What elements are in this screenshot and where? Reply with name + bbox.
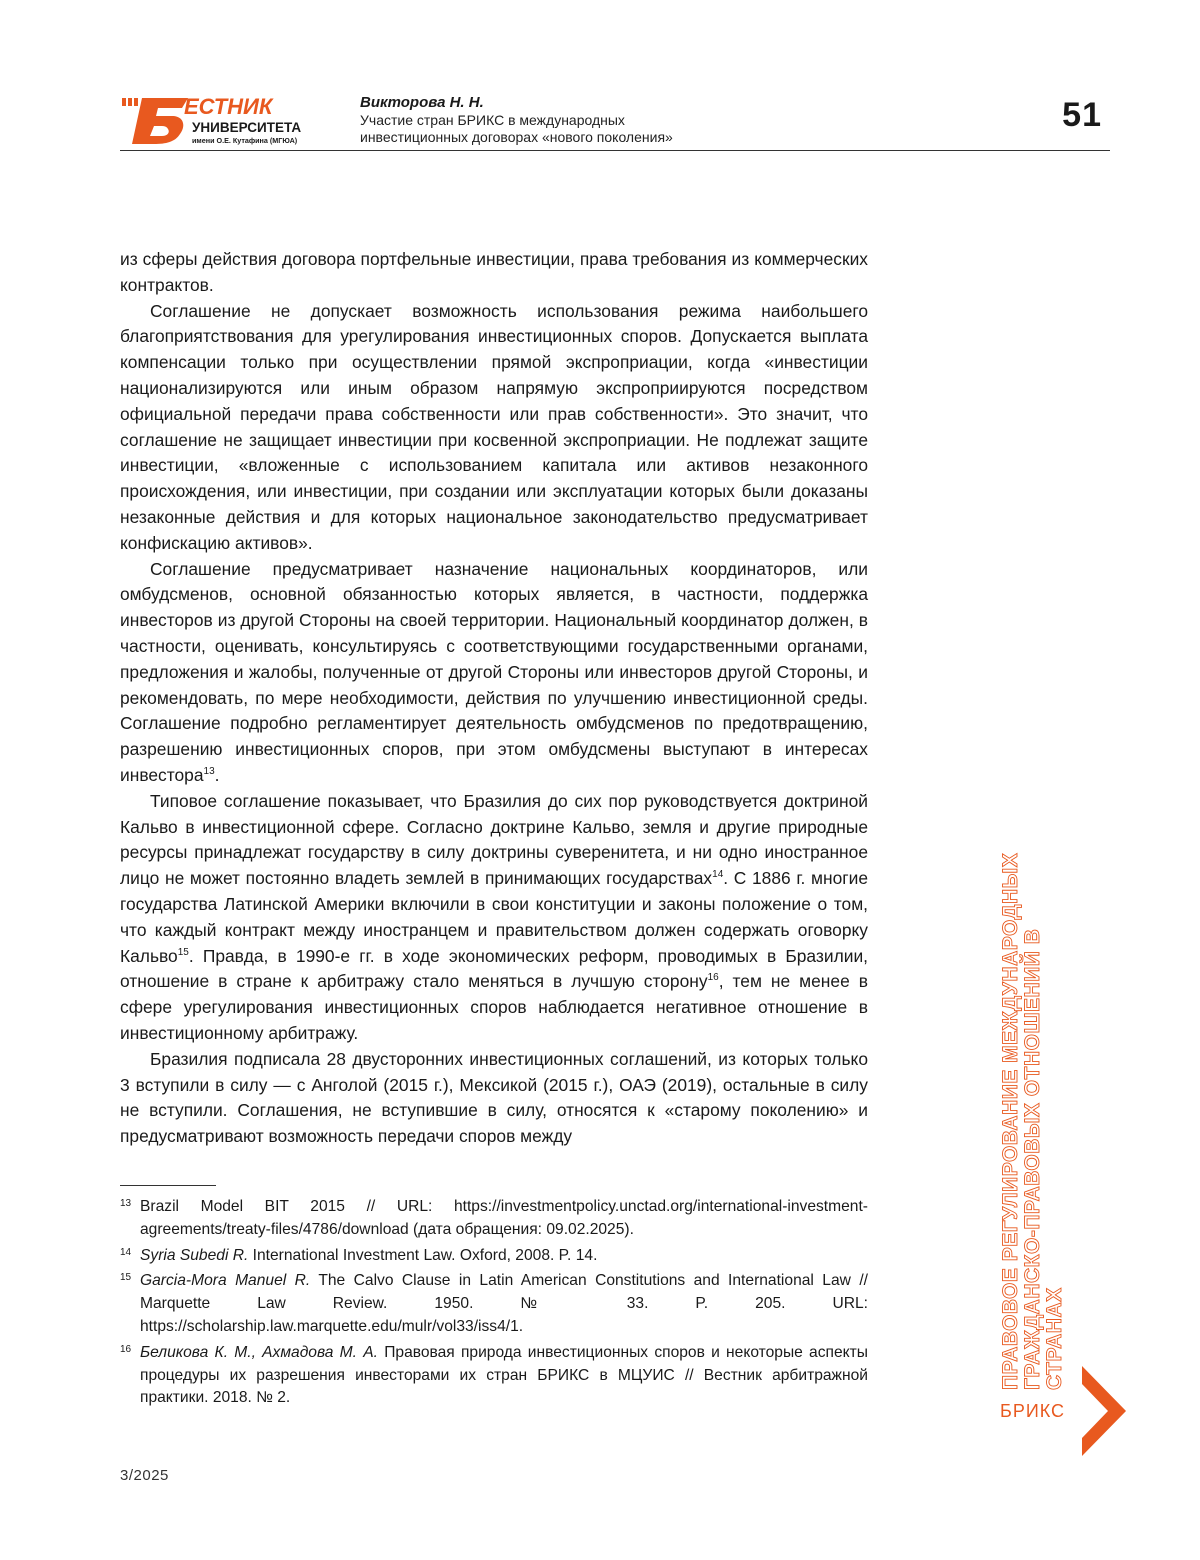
- footnote-author: Garcia-Mora Manuel R.: [140, 1272, 310, 1289]
- logo-word-1: ЕСТНИК: [184, 94, 274, 119]
- footnote-number: 13: [120, 1196, 140, 1242]
- page-header: [120, 92, 1110, 152]
- footnote-text: Brazil Model BIT 2015 // URL: https://investmentpolicy.unctad.org/international-investment-agreements/treaty-files/4786/download (дата обращения: 09.02.2025).: [140, 1196, 868, 1242]
- footnotes: [120, 1196, 868, 1413]
- footnote-ref-15[interactable]: 15: [178, 947, 189, 958]
- article-body: [120, 247, 868, 1150]
- footnote-ref-13[interactable]: 13: [204, 766, 215, 777]
- paragraph-5: Бразилия подписала 28 двусторонних инвестиционных соглашений, из которых только 3 вступили в силу — с Анголой (2015 г.), Мексикой (2015 г.), ОАЭ (2019), остальные в силу не вступили. Соглашения, не вступившие в силу, относятся к «старому поколению» и предусматривают возможность передачи споров между: [120, 1047, 868, 1150]
- section-title-vertical: ПРАВОВОЕ РЕГУЛИРОВАНИЕ МЕЖДУНАРОДНЫХ ГРАЖДАНСКО-ПРАВОВЫХ ОТНОШЕНИЙ В СТРАНАХ: [1000, 840, 1060, 1390]
- paragraph-2: Соглашение не допускает возможность использования режима наибольшего благоприятствования для урегулирования инвестиционных споров. Допускается выплата компенсации только при осуществлении прямой экспроприации, когда «инвестиции национализируются или иным образом напрямую экспроприируются посредством официальной передачи права собственности или прав собственности». Это значит, что соглашение не защищает инвестиции при косвенной экспроприации. Не подлежат защите инвестиции, «вложенные с использованием капитала или активов незаконного происхождения, или инвестиции, при создании или эксплуатации которых были доказаны незаконные действия и для которых национальное законодательство предусматривает конфискацию активов».: [120, 299, 868, 557]
- running-author: Викторова Н. Н.: [360, 94, 1000, 112]
- arrow-icon: [1076, 1362, 1132, 1460]
- page-number: 51: [1062, 96, 1102, 135]
- footnote-16: [120, 1342, 868, 1410]
- footnote-ref-16[interactable]: 16: [708, 973, 719, 984]
- logo-word-2: УНИВЕРСИТЕТА: [192, 120, 301, 135]
- paragraph-4-part-b: . С 1886 г. многие государства Латинской Америки включили в свои конституции и законы положение о том, что каждый контракт между иностранцем и правительством должен содержать оговорку Кальво: [120, 868, 868, 965]
- paragraph-4-part-c: . Правда, в 1990-е гг. в ходе экономических реформ, проводимых в Бразилии, отношение в стране к арбитражу стало меняться в лучшую сторону: [120, 946, 868, 992]
- footnote-ref-14[interactable]: 14: [712, 869, 723, 880]
- paragraph-3-text: Соглашение предусматривает назначение национальных координаторов, или омбудсменов, основной обязанностью которых является, в частности, поддержка инвесторов из другой Стороны на своей территории. Национальный координатор должен, в частности, оценивать, консультируясь с соответствующими государственными органами, предложения и жалобы, полученные от другой Стороны или инвесторов другой Стороны, и рекомендовать, по мере необходимости, действия по улучшению инвестиционной среды. Соглашение подробно регламентирует деятельность омбудсменов по предотвращению, разрешению инвестиционных споров, при этом омбудсмены выступают в интересах инвестора: [120, 559, 868, 785]
- footnote-author: Беликова К. М., Ахмадова М. А.: [140, 1344, 378, 1361]
- footnote-number: 16: [120, 1342, 140, 1410]
- journal-logo: [120, 92, 330, 148]
- footnote-body: The Calvo Clause in Latin American Constitutions and International Law // Marquette Law Review. 1950. № 33. P. 205. URL: https://scholarship.law.marquette.edu/mulr/vol33/iss4/1.: [140, 1272, 868, 1335]
- logo-word-3: имени О.Е. Кутафина (МГЮА): [192, 136, 298, 145]
- footnote-divider: [120, 1185, 216, 1186]
- footnote-body: International Investment Law. Oxford, 2008. P. 14.: [248, 1247, 597, 1264]
- section-label-brics: БРИКС: [1000, 1401, 1065, 1422]
- journal-logo-graphic: [120, 92, 330, 148]
- footnote-14: [120, 1245, 868, 1268]
- footnote-number: 14: [120, 1245, 140, 1268]
- paragraph-4-part-d: , тем не менее в сфере урегулирования инвестиционных споров наблюдается негативное отношение в инвестиционному арбитражу.: [120, 971, 868, 1043]
- section-sidebar: [1000, 840, 1060, 1390]
- paragraph-4-part-a: Типовое соглашение показывает, что Бразилия до сих пор руководствуется доктриной Кальво в инвестиционной сфере. Согласно доктрине Кальво, земля и другие природные ресурсы принадлежат государству в силу доктрины суверенитета, и ни одно иностранное лицо не может постоянно владеть землей в принимающих государствах: [120, 791, 868, 888]
- footnote-number: 15: [120, 1270, 140, 1338]
- issue-number: 3/2025: [120, 1467, 169, 1484]
- footnote-author: Syria Subedi R.: [140, 1247, 248, 1264]
- paragraph-3: [120, 557, 868, 789]
- footnote-text: [140, 1342, 868, 1410]
- footnote-15: [120, 1270, 868, 1338]
- running-title-line-2: инвестиционных договорах «нового поколения»: [360, 129, 1000, 146]
- paragraph-1: из сферы действия договора портфельные инвестиции, права требования из коммерческих контрактов.: [120, 247, 868, 299]
- paragraph-3-end: .: [215, 765, 220, 785]
- header-divider: [120, 150, 1110, 151]
- paragraph-4: [120, 789, 868, 1047]
- running-head: [360, 94, 1000, 146]
- running-title-line-1: Участие стран БРИКС в международных: [360, 112, 1000, 129]
- footnote-text: [140, 1245, 868, 1268]
- footnote-text: [140, 1270, 868, 1338]
- footnote-13: [120, 1196, 868, 1242]
- footnote-body: Правовая природа инвестиционных споров и некоторые аспекты процедуры их разрешения инвесторами их стран БРИКС в МЦУИС // Вестник арбитражной практики. 2018. № 2.: [140, 1344, 868, 1407]
